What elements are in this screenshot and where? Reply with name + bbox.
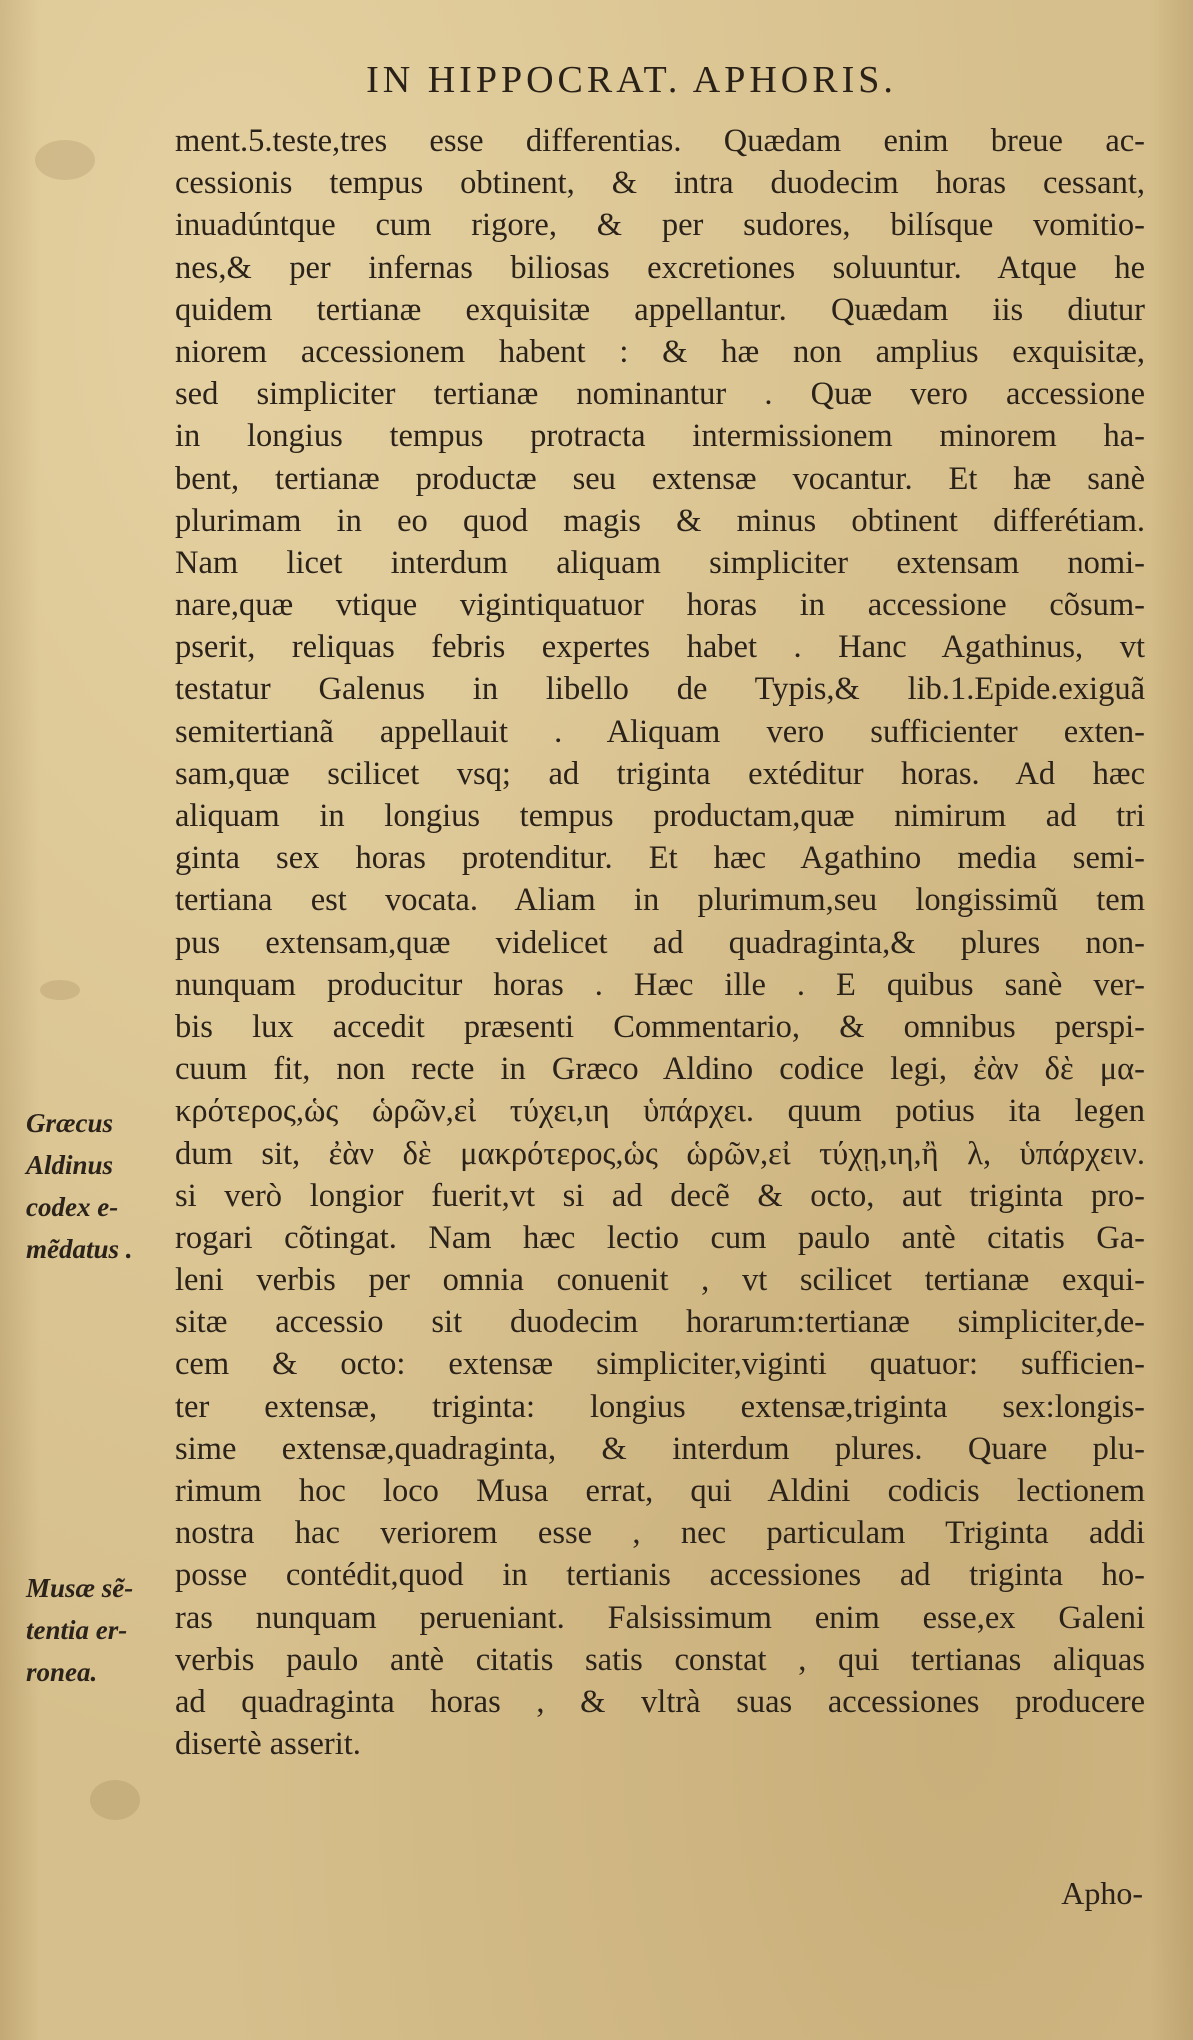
text-line: ter extensæ, triginta: longius extensæ,triginta sex:longis- <box>175 1388 1145 1425</box>
text-line: pus extensam,quæ videlicet ad quadraginta,& plures non- <box>175 924 1145 961</box>
text-line: nes,& per infernas biliosas excretiones soluuntur. Atque he <box>175 249 1145 286</box>
text-line: bis lux accedit præsenti Commentario, & omnibus perspi- <box>175 1008 1145 1045</box>
text-line: cuum fit, non recte in Græco Aldino codice legi, ἐὰν δὲ μα- <box>175 1051 1145 1088</box>
marginal-note-line: Græcus <box>26 1108 114 1138</box>
marginal-note-line: mẽdatus . <box>26 1234 133 1264</box>
paper-stain <box>40 980 80 1000</box>
text-line: dum sit, ἐὰν δὲ μακρότερος,ὡς ὡρῶν,εἰ τύχῃ,ιη,ἢ λ, ὑπάρχειν. <box>175 1135 1145 1172</box>
text-line: posse contédit,quod in tertianis accessiones ad triginta ho- <box>175 1557 1145 1594</box>
text-line: rimum hoc loco Musa errat, qui Aldini codicis lectionem <box>175 1473 1145 1509</box>
text-line: in longius tempus protracta intermissionem minorem ha- <box>175 418 1145 455</box>
marginal-note-musae <box>26 1567 133 1693</box>
paper-stain <box>90 1780 140 1820</box>
text-line: bent, tertianæ productæ seu extensæ vocantur. Et hæ sanè <box>175 460 1145 497</box>
catchword: Apho- <box>1061 1875 1143 1911</box>
paper-stain <box>35 140 95 180</box>
text-line: ad quadraginta horas , & vltrà suas accessiones producere <box>175 1683 1145 1720</box>
text-line: κρότερος,ὡς ὡρῶν,εἰ τύχει,ιη ὑπάρχει. quum potius ita legen <box>175 1093 1145 1130</box>
text-line: leni verbis per omnia conuenit , vt scilicet tertianæ exqui- <box>175 1262 1145 1299</box>
text-line: inuadúntque cum rigore, & per sudores, bilísque vomitio- <box>175 207 1145 244</box>
running-head <box>0 58 1193 102</box>
text-line: nare,quæ vtique vigintiquatuor horas in accessione cõsum- <box>175 587 1145 624</box>
marginal-note-line: Musæ sẽ- <box>26 1573 134 1603</box>
marginal-note-graecus <box>26 1102 133 1270</box>
marginal-note-line: ronea. <box>26 1657 98 1687</box>
text-line: tertiana est vocata. Aliam in plurimum,seu longissimũ tem <box>175 882 1145 919</box>
marginal-note-line: tentia er- <box>26 1615 128 1645</box>
text-line: si verò longior fuerit,vt si ad decẽ & octo, aut triginta pro- <box>175 1177 1145 1214</box>
text-line: cessionis tempus obtinent, & intra duodecim horas cessant, <box>175 165 1145 202</box>
text-line: sam,quæ scilicet vsq; ad triginta extéditur horas. Ad hæc <box>175 755 1145 792</box>
text-line: niorem accessionem habent : & hæ non amplius exquisitæ, <box>175 333 1145 370</box>
text-line: verbis paulo antè citatis satis constat , qui tertianas aliquas <box>175 1641 1145 1678</box>
text-line: ginta sex horas protenditur. Et hæc Agathino media semi- <box>175 840 1145 877</box>
text-line: cem & octo: extensæ simpliciter,viginti quatuor: sufficien- <box>175 1346 1145 1383</box>
text-line: rogari cõtingat. Nam hæc lectio cum paulo antè citatis Ga- <box>175 1219 1145 1256</box>
text-line: Nam licet interdum aliquam simpliciter extensam nomi- <box>175 544 1145 581</box>
marginal-note-line: codex e- <box>26 1192 119 1222</box>
text-line: disertè asserit. <box>175 1726 361 1763</box>
text-line: ment.5.teste,tres esse differentias. Quædam enim breue ac- <box>175 123 1145 159</box>
text-line: nunquam producitur horas . Hæc ille . E quibus sanè ver- <box>175 966 1145 1003</box>
text-line: sime extensæ,quadraginta, & interdum plures. Quare plu- <box>175 1430 1145 1467</box>
text-line: testatur Galenus in libello de Typis,& lib.1.Epide.exiguã <box>175 671 1145 708</box>
text-line: nostra hac veriorem esse , nec particulam Triginta addi <box>175 1515 1145 1552</box>
body-text <box>175 120 1145 1765</box>
text-line: ras nunquam perueniant. Falsissimum enim esse,ex Galeni <box>175 1599 1145 1636</box>
marginal-note-line: Aldinus <box>26 1150 114 1180</box>
text-line: sitæ accessio sit duodecim horarum:tertianæ simpliciter,de- <box>175 1304 1145 1341</box>
text-line: aliquam in longius tempus productam,quæ nimirum ad tri <box>175 798 1145 834</box>
text-line: quidem tertianæ exquisitæ appellantur. Quædam iis diutur <box>175 291 1145 328</box>
text-line: pserit, reliquas febris expertes habet . Hanc Agathinus, vt <box>175 629 1145 666</box>
text-line: semitertianã appellauit . Aliquam vero sufficienter exten- <box>175 713 1145 750</box>
running-head-text: IN HIPPOCRAT. APHORIS. <box>366 59 897 101</box>
text-line: sed simpliciter tertianæ nominantur . Quæ vero accessione <box>175 376 1145 413</box>
text-line: plurimam in eo quod magis & minus obtinent differétiam. <box>175 502 1145 539</box>
